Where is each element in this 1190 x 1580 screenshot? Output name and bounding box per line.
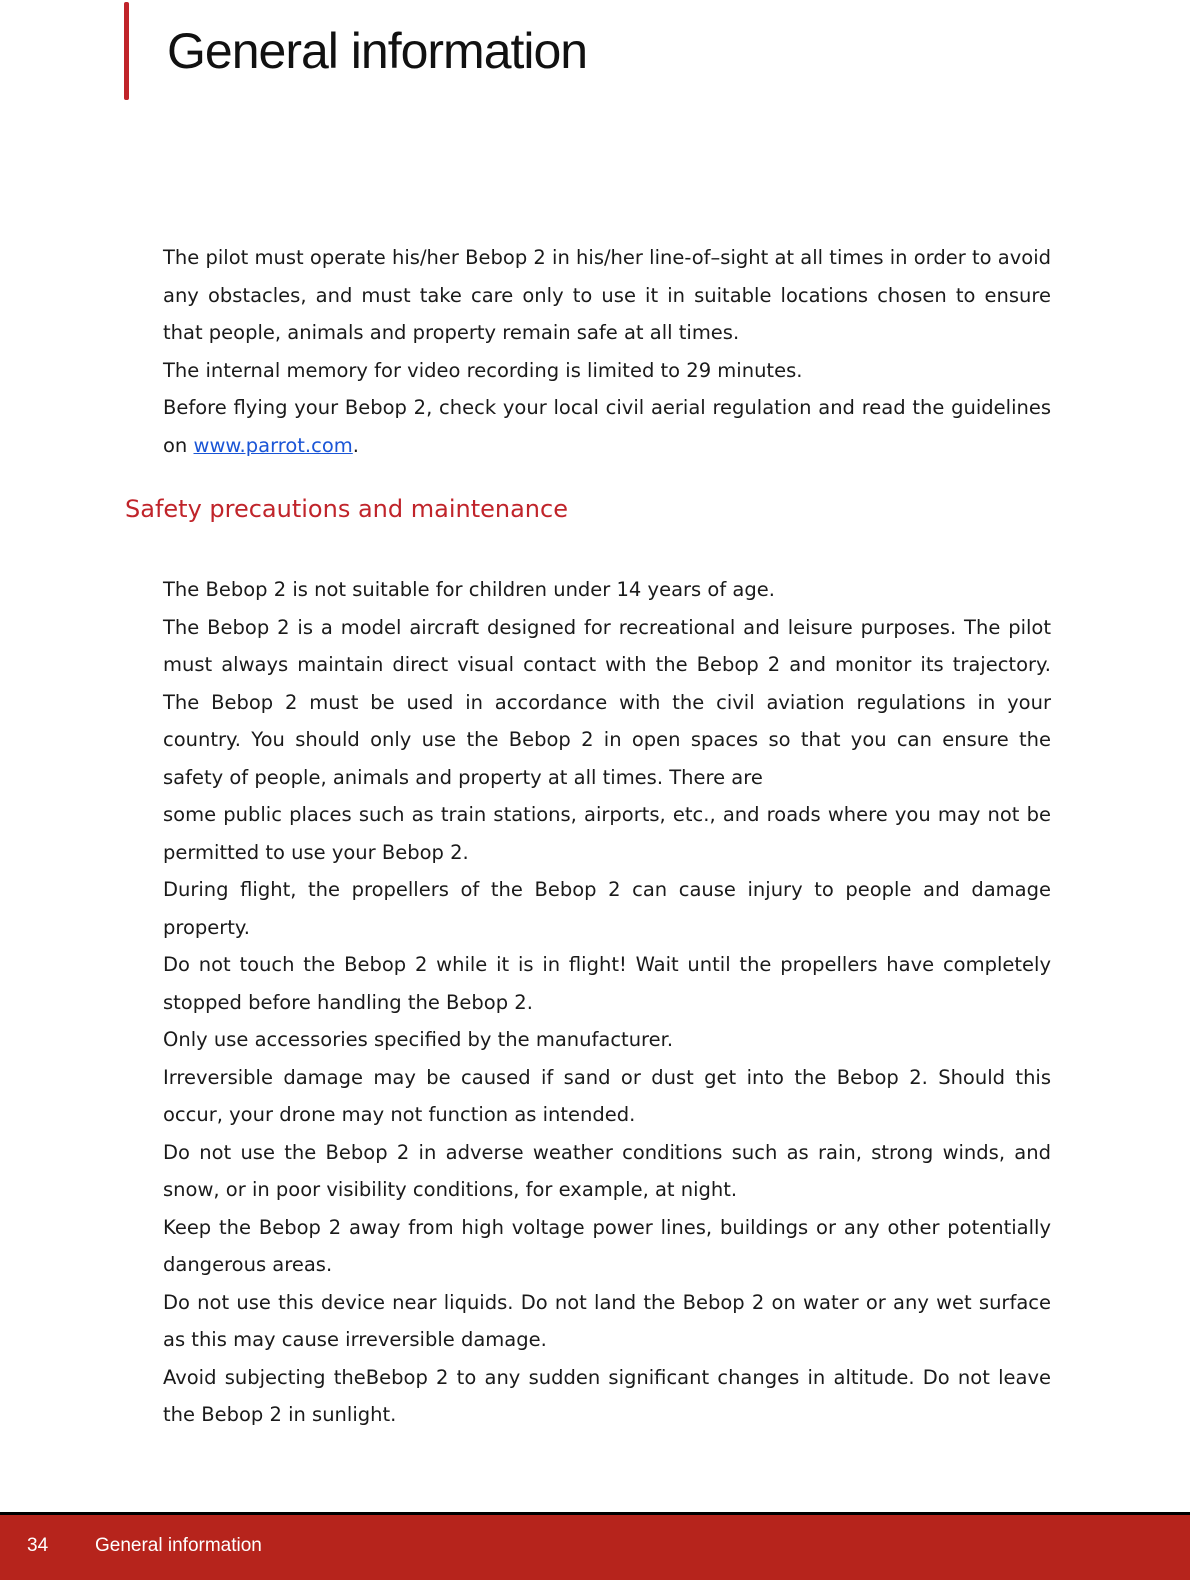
safety-paragraph: Do not touch the Bebop 2 while it is in flight! Wait until the propellers have completely stopped before handling the Bebop 2. <box>163 953 1051 1014</box>
footer-section-label: General information <box>95 1535 262 1556</box>
intro-paragraph: The internal memory for video recording is limited to 29 minutes. <box>163 358 803 382</box>
intro-paragraph: The pilot must operate his/her Bebop 2 in his/her line-of–sight at all times in order to avoid any obstacles, and must take care only to use it in suitable locations chosen to ensure that people, animals and property remain safe at all times. <box>163 246 1051 344</box>
safety-paragraph: During flight, the propellers of the Bebop 2 can cause injury to people and damage property. <box>163 878 1051 939</box>
safety-paragraph: Only use accessories specified by the manufacturer. <box>163 1028 674 1051</box>
safety-paragraph: Irreversible damage may be caused if sand or dust get into the Bebop 2. Should this occur, your drone may not function as intended. <box>163 1065 1051 1126</box>
intro-text: Before flying your Bebop 2, check your local civil aerial regulation and read the guidelines on <box>163 396 1051 457</box>
safety-paragraph: Keep the Bebop 2 away from high voltage power lines, buildings or any other potentially dangerous areas. <box>163 1215 1051 1276</box>
page-title: General information <box>167 23 588 79</box>
safety-paragraph: The Bebop 2 is not suitable for children under 14 years of age. <box>163 578 775 601</box>
safety-paragraph: The Bebop 2 is a model aircraft designed for recreational and leisure purposes. The pilot must always maintain direct visual contact with the Bebop 2 and monitor its trajectory. The Bebop 2 must be used in accordance with the civil aviation regulations in your country. You should only use the Bebop 2 in open spaces so that you can ensure the safety of people, animals and property at all times. There are <box>163 615 1051 789</box>
intro-text: . <box>352 433 359 457</box>
safety-paragraph: some public places such as train stations, airports, etc., and roads where you may not be permitted to use your Bebop 2. <box>163 803 1051 864</box>
safety-paragraph: Do not use this device near liquids. Do not land the Bebop 2 on water or any wet surface as this may cause irreversible damage. <box>163 1290 1051 1351</box>
intro-paragraph <box>163 389 1051 464</box>
section-heading-safety: Safety precautions and maintenance <box>125 495 568 523</box>
page-footer <box>0 1512 1190 1580</box>
title-accent-bar <box>124 2 129 100</box>
safety-section <box>163 571 1051 1434</box>
page-number: 34 <box>27 1535 49 1556</box>
safety-paragraph: Do not use the Bebop 2 in adverse weather conditions such as rain, strong winds, and snow, or in poor visibility conditions, for example, at night. <box>163 1140 1051 1201</box>
intro-section <box>163 239 1051 464</box>
parrot-website-link[interactable]: www.parrot.com <box>193 433 353 457</box>
safety-paragraph: Avoid subjecting theBebop 2 to any sudden significant changes in altitude. Do not leave the Bebop 2 in sunlight. <box>163 1365 1051 1426</box>
